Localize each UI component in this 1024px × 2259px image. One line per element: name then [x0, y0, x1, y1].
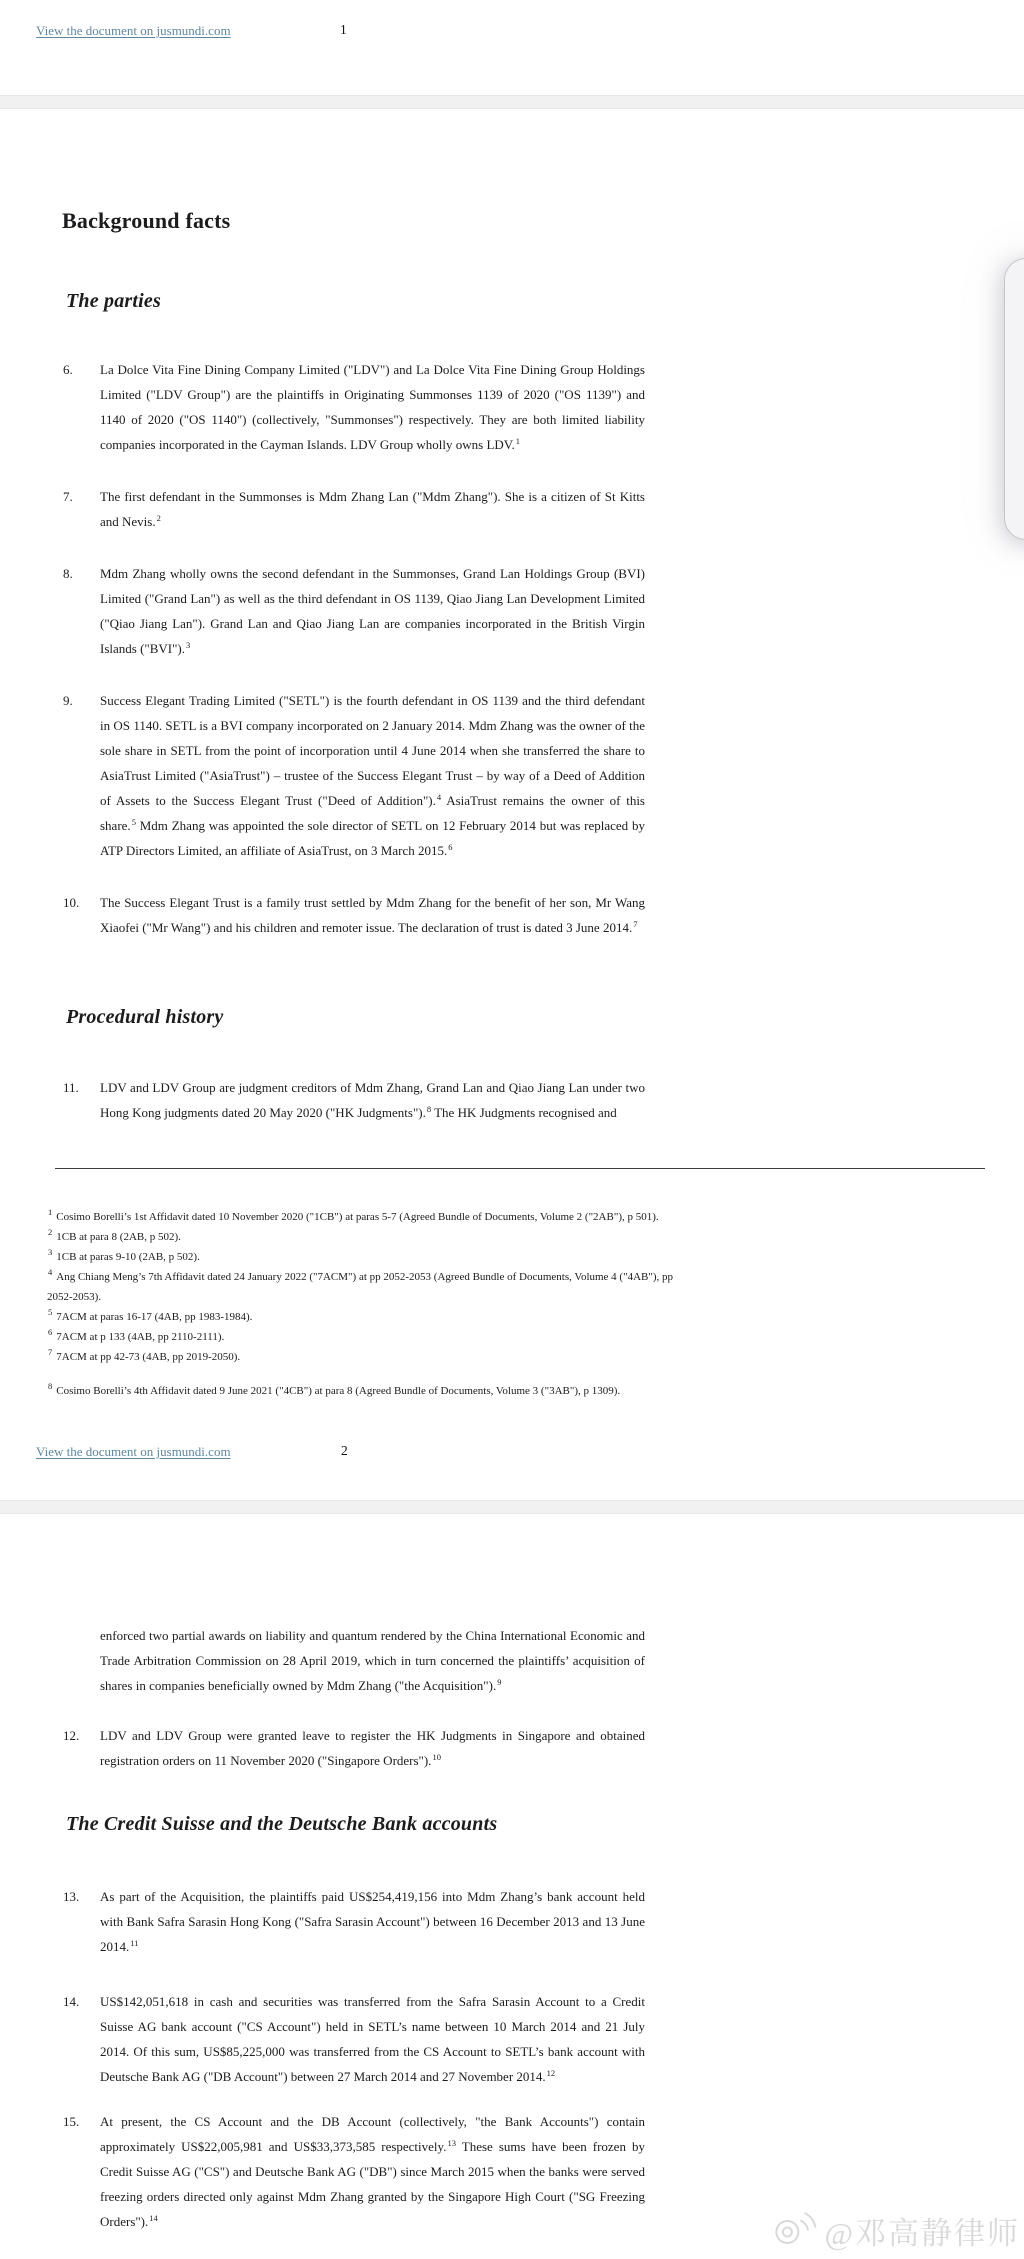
page-separator: [0, 95, 1024, 109]
page-number-2: 2: [341, 1443, 348, 1458]
paragraph-text: Mdm Zhang wholly owns the second defendant in the Summonses, Grand Lan Holdings Group (BVI) Limited ("Grand Lan") as well as the third defendant in OS 1139, Qiao Jiang Lan Development Limited ("Qiao Jiang Lan"). Grand Lan and Qiao Jiang Lan are companies incorporated in the British Virgin Islands ("BVI").$^3$: [100, 566, 645, 656]
footnotes-block: [47, 1207, 692, 1401]
paragraph-6: [63, 357, 645, 457]
footnote-number: 5: [48, 1307, 53, 1318]
paragraph-11: [63, 1075, 645, 1125]
subheading-the-parties: The parties: [66, 290, 161, 312]
subheading-bank-accounts: The Credit Suisse and the Deutsche Bank accounts: [66, 1813, 498, 1835]
footnote-4: [47, 1267, 692, 1307]
paragraph-number: 14.: [63, 1994, 80, 2009]
footnote-1: [47, 1207, 692, 1227]
paragraph-9: [63, 688, 645, 863]
paragraph-number: 9.: [63, 693, 73, 708]
paragraph-text: Success Elegant Trading Limited ("SETL") is the fourth defendant in OS 1139 and the third defendant in OS 1140. SETL is a BVI company incorporated on 2 January 2014. Mdm Zhang was the owner of the sole share in SETL from the point of incorporation until 4 June 2014 when she transferred the share to AsiaTrust Limited ("AsiaTrust") – trustee of the Success Elegant Trust – by way of a Deed of Addition of Assets to the Success Elegant Trust ("Deed of Addition").$^4$ AsiaTrust remains the owner of this share.$^5$ Mdm Zhang was appointed the sole director of SETL on 12 February 2014 but was replaced by ATP Directors Limited, an affiliate of AsiaTrust, on 3 March 2015.$^6$: [100, 693, 645, 858]
footnote-ref: 5: [131, 816, 136, 827]
paragraph-8: [63, 561, 645, 661]
paragraph-7: [63, 484, 645, 534]
footnote-5: [47, 1307, 692, 1327]
footnote-ref: 9: [497, 1676, 502, 1687]
footnote-8: [47, 1381, 692, 1401]
paragraph-number: 13.: [63, 1889, 80, 1904]
side-scroll-pill[interactable]: [1004, 258, 1024, 540]
footnote-ref: 8: [426, 1103, 432, 1114]
jusmundi-link-bottom[interactable]: View the document on jusmundi.com: [36, 1444, 231, 1459]
paragraph-text: La Dolce Vita Fine Dining Company Limited ("LDV") and La Dolce Vita Fine Dining Group Holdings Limited ("LDV Group") are the plaintiffs in Originating Summonses 1139 of 2020 ("OS 1139") and 1140 of 2020 ("OS 1140") (collectively, "Summonses") respectively. They are both limited liability companies incorporated in the Cayman Islands. LDV Group wholly owns LDV.$^1$: [100, 362, 645, 452]
footnote-ref: 3: [186, 639, 191, 650]
paragraph-11-continuation: [100, 1623, 645, 1698]
footnote-text: 1CB at para 8 (2AB, p 502).: [56, 1231, 181, 1243]
footnote-ref: 10: [432, 1751, 441, 1762]
paragraph-15: [63, 2109, 645, 2234]
section-heading-background-facts: Background facts: [62, 208, 231, 233]
footnote-ref: 11: [130, 1937, 139, 1948]
footnote-text: 7ACM at pp 42-73 (4AB, pp 2019-2050).: [56, 1351, 241, 1363]
footnote-separator-rule: [55, 1168, 985, 1169]
paragraph-number: 15.: [63, 2114, 80, 2129]
paragraph-number: 12.: [63, 1728, 80, 1743]
footnote-text: 1CB at paras 9-10 (2AB, p 502).: [56, 1251, 200, 1263]
weibo-watermark: [772, 2208, 1020, 2253]
footnote-number: 2: [48, 1227, 53, 1238]
jusmundi-link-top[interactable]: View the document on jusmundi.com: [36, 23, 231, 38]
paragraph-number: 7.: [63, 489, 73, 504]
footnote-6: [47, 1327, 692, 1347]
footnote-number: 8: [48, 1381, 53, 1392]
footnote-text: 7ACM at paras 16-17 (4AB, pp 1983-1984).: [56, 1311, 253, 1323]
footnote-number: 7: [48, 1347, 53, 1358]
page-separator: [0, 1500, 1024, 1514]
footnote-3: [47, 1247, 692, 1267]
footnote-ref: 2: [156, 512, 161, 523]
footnote-text: 7ACM at p 133 (4AB, pp 2110-2111).: [56, 1331, 225, 1343]
paragraph-10: [63, 890, 645, 940]
footnote-7: [47, 1347, 692, 1367]
paragraph-text: enforced two partial awards on liability and quantum rendered by the China International Economic and Trade Arbitration Commission on 28 April 2019, which in turn concerned the plaintiffs’ acquisition of shares in companies beneficially owned by Mdm Zhang ("the Acquisition").$^9$: [100, 1628, 645, 1693]
paragraph-number: 8.: [63, 566, 73, 581]
page-number-1: 1: [340, 22, 347, 37]
paragraph-13: [63, 1884, 645, 1959]
weibo-icon: [772, 2208, 818, 2253]
paragraph-14: [63, 1989, 645, 2089]
paragraph-text: As part of the Acquisition, the plaintiffs paid US$254,419,156 into Mdm Zhang’s bank account held with Bank Safra Sarasin Hong Kong ("Safra Sarasin Account") between 16 December 2013 and 13 June 2014.11: [100, 1889, 645, 1954]
footnote-ref: 1: [515, 435, 520, 446]
footnote-text: Cosimo Borelli’s 1st Affidavit dated 10 November 2020 ("1CB") at paras 5-7 (Agreed Bundle of Documents, Volume 2 ("2AB"), p 501).: [56, 1211, 659, 1223]
footnote-ref: 4: [436, 791, 442, 802]
footnote-number: 4: [48, 1267, 53, 1278]
footnote-2: [47, 1227, 692, 1247]
paragraph-text: LDV and LDV Group are judgment creditors of Mdm Zhang, Grand Lan and Qiao Jiang Lan under two Hong Kong judgments dated 20 May 2020 ("HK Judgments").$^8$ The HK Judgments recognised and: [100, 1080, 645, 1120]
paragraph-number: 6.: [63, 362, 73, 377]
paragraph-number: 11.: [63, 1080, 79, 1095]
footnote-ref: 6: [448, 841, 453, 852]
paragraph-text: The Success Elegant Trust is a family trust settled by Mdm Zhang for the benefit of her son, Mr Wang Xiaofei ("Mr Wang") and his children and remoter issue. The declaration of trust is dated 3 June 2014.$^7$: [100, 895, 645, 935]
paragraph-number: 10.: [63, 895, 80, 910]
paragraph-text: LDV and LDV Group were granted leave to register the HK Judgments in Singapore and obtained registration orders on 11 November 2020 ("Singapore Orders").$^{10}$: [100, 1728, 645, 1768]
paragraph-text: US$142,051,618 in cash and securities was transferred from the Safra Sarasin Account to a Credit Suisse AG bank account ("CS Account") held in SETL’s name between 10 March 2014 and 21 July 2014. Of this sum, US$85,225,000 was transferred from the CS Account to SETL’s bank account with Deutsche Bank AG ("DB Account") between 27 March 2014 and 27 November 2014.12: [100, 1994, 645, 2084]
subheading-procedural-history: Procedural history: [66, 1006, 224, 1028]
footnote-text: Cosimo Borelli’s 4th Affidavit dated 9 June 2021 ("4CB") at para 8 (Agreed Bundle of Documents, Volume 3 ("3AB"), p 1309).: [56, 1385, 621, 1397]
footnote-text: Ang Chiang Meng’s 7th Affidavit dated 24 January 2022 ("7ACM") at pp 2052-2053 (Agreed Bundle of Documents, Volume 4 ("4AB"), pp 2052-2053).: [47, 1271, 674, 1303]
paragraph-text: At present, the CS Account and the DB Account (collectively, "the Bank Accounts") contain approximately US$22,005,981 and US$33,373,585 respectively.$^{13}$ These sums have been frozen by Credit Suisse AG ("CS") and Deutsche Bank AG ("DB") since March 2015 when the banks were served freezing orders directed only against Mdm Zhang granted by the Singapore High Court ("SG Freezing Orders").$^{14}$: [100, 2114, 645, 2229]
footnote-ref: 14: [149, 2212, 158, 2223]
footnote-number: 6: [48, 1327, 53, 1338]
paragraph-12: [63, 1723, 645, 1773]
footnote-ref: 13: [447, 2137, 456, 2148]
footnote-number: 3: [48, 1247, 53, 1258]
paragraph-text: The first defendant in the Summonses is Mdm Zhang Lan ("Mdm Zhang"). She is a citizen of St Kitts and Nevis.$^2$: [100, 489, 645, 529]
footnote-number: 1: [48, 1207, 53, 1218]
footnote-ref: 7: [633, 918, 638, 929]
footnote-ref: 12: [546, 2067, 556, 2078]
watermark-text: @邓高静律师: [824, 2216, 1020, 2251]
